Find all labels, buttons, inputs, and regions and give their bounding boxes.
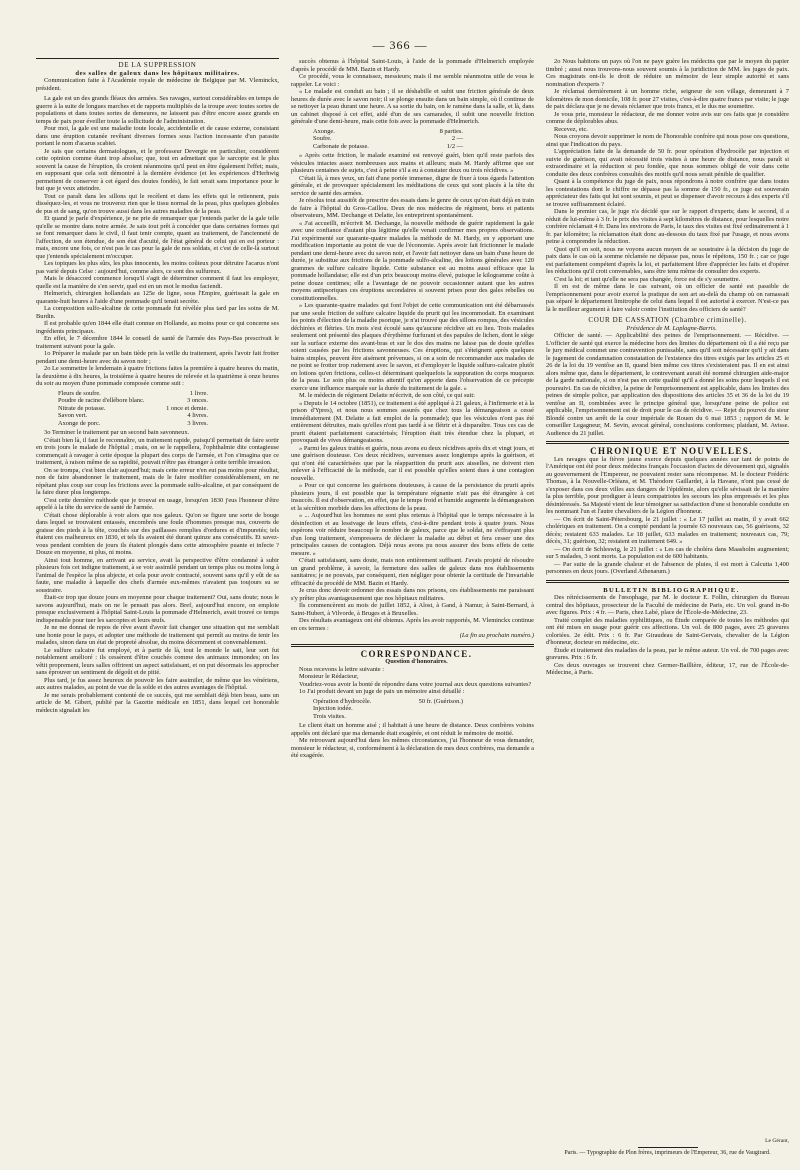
paragraph: » Les quarante-quatre malades qui font l'objet de cette communication ont été débarrassés par une seule friction de sulfure calcaire liquide du prurit qui les incommodait. En examinant les points d'élection de la maladie psorique, je n'ai trouvé que des sillons rompus, des vésicules déchirées et flétries. Un mois s'est écoulé sans qu'aucune récidive ait eu lieu. Trois malades seulement ont présenté des plaques d'érythème furfurant et des papules de lichen, dont le siège sur la surface externe des avant-bras et sur le dos des mains ne laisse pas de doute qu'elles soient causées par les frictions savonneuses. Ces éruptions, qui s'éteignent après quelques bains simples, peuvent être aisément prévenues, si on a soin de recommander aux malades de ne point se frotter trop rudement avec le savon, et d'employer le liquide sulfuro-calcaire plutôt en lotions qu'en frictions, celles-ci déterminant quelquefois la suppuration du corps muqueux de la peau. Le soin plus ou moins attentif qu'on apporte dans l'observation de ce précepte exerce une influence marquée sur la durée du traitement de la gale. » [291, 302, 534, 392]
paragraph: Recevez, etc. [554, 125, 588, 133]
court-presidency: Présidence de M. Laplagne-Barris. [626, 324, 717, 332]
paragraph: La composition sulfo-alcaline de cette pommade fut révélée plus tard par les soins de M. Burdin. [36, 305, 279, 320]
paragraph: Plus tard, je fus assez heureux de pouvoir les faire assimiler, de même que les vénériens, aux autres malades, au point de vue de la solde et des autres avantages de l'hôpital. [36, 676, 279, 691]
paragraph: C'était là, à mes yeux, un fait d'une portée immense, digne de fixer à tous égards l'attention générale, et de provoquer spécialement les méditations de ceux qui sont placés à la tête du service de santé des armées. [291, 174, 534, 197]
paragraph: — Par suite de la grande chaleur et de l'absence de pluies, il est mort à Calcutta 1,400 personnes en deux jours. (Overland Athenæum.) [546, 560, 789, 575]
article-body-1 [36, 95, 279, 388]
paragraph: — On écrit de Schleswig, le 21 juillet : « Les cas de choléra dans Maasholm augmentent; sur 5 malades, 3 sont morts. La population est de 600 habitants. [546, 545, 789, 560]
recipe-quantity: 4 livres. [187, 412, 208, 419]
paragraph: Me retrouvant aujourd'hui dans les mêmes circonstances, j'ai l'honneur de vous demander, monsieur le rédacteur, si, conformément à la déclaration de mes deux confrères, ma demande a été exagérée. [291, 737, 534, 759]
paragraph: C'était satisfaisant, sans doute, mais non entièrement suffisant. J'avais projeté de résoudre un grand problème, à savoir, la fermeture des salles de galeux dans nos établissements sanitaires; je ne pouvais, par conséquent, rien négliger pour obtenir la certitude de l'invariable efficacité du procédé de MM. Bazin et Hardy. [291, 557, 534, 587]
recipe-item: Axonge de porc. [58, 419, 101, 427]
recipe-quantity: 1 livre. [189, 389, 208, 397]
article-body-4 [291, 152, 534, 632]
paragraph: Je ne me donnai de repos de rêve avant d'avoir fait changer une situation qui me semblait une honte pour le pays, et adopter une méthode de traitement qui permît au moins de tenir les malades, sinon dans un état de propreté absolue, du moins décemment et convenablement. [36, 624, 279, 646]
recipe-row [313, 698, 463, 706]
paragraph: L'appréciation faite de la demande de 50 fr. pour opération d'hydrocèle par injection et suivie de guérison, qui avait nécessité trois visites à une heure de distance, nous paraît si extraordinaire et la réduction si peu fondée, que nous sommes obligé de voir dans cette conduite des deux confrères consultés des motifs qu'il nous serait pénible de qualifier. [546, 148, 789, 178]
paragraph: Ce procédé, vous le connaissez, messieurs; mais il me semble néanmoins utile de vous le rappeler. Le voici : [291, 73, 534, 88]
paragraph: Étude et traitement des maladies de la peau, par le même auteur. Un vol. de 700 pages avec gravures. Prix : 6 fr. [546, 646, 789, 661]
court-title: COUR DE CASSATION (Chambre criminelle). [588, 316, 747, 324]
paragraph: Les topiques les plus sûrs, les plus innocents, les moins coûteux pour détruire l'acarus n'ont pas varié depuis Celse : aujourd'hui, comme alors, ce sont des sulfureux. [36, 260, 279, 275]
recipe-quantity: 1/2 — [446, 142, 463, 150]
article-body-3 [291, 58, 534, 126]
recipe-row [58, 390, 208, 398]
paragraph: Je me serais probablement contenté de ce succès, qui me semblait déjà bien beau, sans un article de M. Gibert, publié par la Gazette médicale en 1851, dans lequel cet honorable médecin signalait les [36, 691, 279, 714]
paragraph: Je résolus tout aussitôt de prescrire des essais dans le genre de ceux qu'on était déjà en train de faire à l'hôpital du Gros-Caillou. Deux de nos médecins de régiment, bons et patients observateurs, MM. Dechange et Delatte, les entreprirent spontanément. [291, 197, 534, 219]
correspondence-body-1 [291, 666, 534, 696]
helmerich-recipe [313, 128, 534, 151]
paragraph: Je sais que certains dermatologues, et le professeur Devergie en particulier, considèrent cette opinion comme étant trop absolue; que, tout en admettant que le sarcopte est le plus souvent la cause de l'éruption, ils croient néanmoins qu'il peut en être également l'effet; mais, en supposant que cela soit démontré à la dernière évidence (et les expériences d'Herhwig permettent de conserver à cet égard des doutes fondés), le fait serait sans importance pour le but que je veux atteindre. [36, 147, 279, 192]
recipe-row [58, 420, 208, 428]
recipe-row [313, 713, 463, 721]
paragraph: Quoi qu'il en soit, nous ne voyons aucun moyen de se soustraire à la décision du juge de paix dans le cas où la somme réclamée ne dépasse pas, nous le répétons, 150 fr. ; car ce juge est parfaitement compétent d'après la loi, et parfaitement libre d'apprécier les faits et d'opérer les réductions qu'il croit convenables, sans être tenu même de consulter des experts. [546, 245, 789, 275]
fee-list [313, 698, 534, 721]
bibliography-body [546, 594, 789, 677]
paragraph: On se trompa, c'est bien clair aujourd'hui; mais cette erreur n'en eut pas moins pour résultat, non de faire abandonner le traitement, mais de le faire modifier considérablement, en ne répétant plus coup sur coup les frictions avec la pommade sulfo-alcaline, et par conséquent de la faire durer plus longtemps. [36, 466, 279, 496]
recipe-item: Soufre. [313, 135, 332, 142]
recipe-item: Opération d'hydrocèle. [313, 697, 372, 705]
paragraph: — On écrit de Saint-Pétersbourg, le 21 juillet : « Le 17 juillet au matin, il y avait 662 cholériques en traitement. On a compté pendant la journée 63 nouveaux cas, 56 guérisons, 32 décès; restaient 633 malades. Le 18 juillet, 633 malades en traitement; nouveaux cas, 79; décès, 31; guérison, 32; restaient en traitement 649. » [546, 515, 789, 545]
paragraph: 3o Terminer le traitement par un second bain savonneux. [44, 429, 190, 436]
gerant-label: Le Gérant, [765, 1138, 789, 1144]
paragraph: Ces deux ouvrages se trouvent chez Germer-Baillière, éditeur, 17, rue de l'École-de-Médecine, à Paris. [546, 661, 789, 676]
paragraph: Était-ce trop que douze jours en moyenne pour chaque traitement? Oui, sans doute; nous le savons aujourd'hui, mais on ne le pensait pas alors. Bref, aujourd'hui encore, on emploie presque exclusivement à l'hôpital Saint-Louis la pommade d'Helmerich, avait trouvé ce temps indispensable pour tuer les sarcoptes et leurs œufs. [36, 594, 279, 624]
recipe-item: Trois visites. [313, 712, 346, 720]
court-body [546, 332, 789, 437]
recipe-row [58, 412, 208, 420]
recipe-quantity: 1 once et demie. [166, 404, 208, 412]
recipe-item: Axonge. [313, 127, 335, 135]
recipe-quantity: 2 — [451, 135, 463, 142]
recipe-item: Carbonate de potasse. [313, 142, 369, 150]
paragraph: succès obtenus à l'hôpital Saint-Louis, à l'aide de la pommade d'Helmerich employée d'après le procédé de MM. Bazin et Hardy. [291, 58, 534, 73]
paragraph: Ainsi tout homme, en arrivant au service, avait la perspective d'être condamné à subir plusieurs fois cet indigne traitement, à se voir assimilé pendant un temps plus ou moins long à l'animal de l'espèce la plus abjecte, et cela pour avoir contracté, souvent sans qu'il y eût de sa faute, une maladie à laquelle des chefs d'armée eux-mêmes n'avaient pas toujours su se soustraire. [36, 556, 279, 594]
paragraph: 2o Nous habitons un pays où l'on ne paye guère les médecins que par le moyen du papier timbré ; aussi nous trouvons-nous souvent soumis à la juridiction de MM. les juges de paix. Ces magistrats ont-ils le droit de réduire un mémoire de leur simple autorité et sans nomination d'experts ? [546, 58, 789, 88]
paragraph: Officier de santé. — Applicabilité des peines de l'emprisonnement. — Récidive. — L'officier de santé qui exerce la médecine hors des limites du département où il a été reçu par le jury médical commet une contravention punissable, sans qu'il soit nécessaire qu'il y ait dans le jugement de condamnation constatation de l'existence des titres exigés par les articles 25 et 26 de la loi du 19 ventôse an II, quand bien même ces titres s'existeraient pas. Il en est ainsi alors même que, dans le département, le contrevenant aurait été nommé chirurgien aide-major de la garde nationale, si on n'est pas en cette qualité qu'il a donné les soins pour lesquels il est poursuivi. En cas de récidive, la peine de l'emprisonnement est applicable, dans les limites des peines de simple police, par application des dispositions des articles 35 et 36 de la loi du 19 ventôse an II, combinées avec le principe général que, lorsqu'une peine de police est applicable, l'emprisonnement est de droit pour le cas de récidive. — Rejet du pourvoi du sieur Blondé contre un arrêt de la cour impériale de Rouen du 6 mai 1853 ; rapport de M. le conseiller Legagneur, M. Sevin, avocat général, conclusions conformes; plaidant, M. Avisse. Audience du 21 juillet. [546, 332, 789, 437]
recipe-row [313, 128, 463, 136]
imprint-rule [638, 1147, 698, 1148]
correspondence-subtitle: Question d'honoraires. [385, 658, 448, 665]
column-3 [546, 58, 789, 1158]
paragraph: 1o Préparer le malade par un bain tiède pris la veille du traitement, après l'avoir fait frotter pendant une demi-heure avec du savon noir ; [36, 350, 279, 365]
article-body-2 [36, 429, 279, 714]
recipe-quantity: 8 parties. [439, 127, 463, 135]
paragraph: 2o Le sommettre le lendemain à quatre frictions faites la première à quatre heures du matin, la deuxième à dix heures, la troisième à quatre heures de relevée et la quatrième à onze heures du soir au moyen d'une pommade composée comme suit : [36, 365, 279, 387]
correspondence-title: CORRESPONDANCE. [360, 648, 473, 659]
paragraph: C'était bien là, il faut le reconnaître, un traitement rapide, puisqu'il permettait de faire sortir en trois jours le malade de l'hôpital ; mais, on se le rappellera, l'ophthalmie dite contagieuse commençait à ravager à cette époque la plupart des corps de l'armée, et l'on s'imagina que ce traitement, à raison même de sa rapidité, pouvait n'être pas étranger à cette terrible invasion. [36, 436, 279, 466]
paragraph: Mais le désaccord commence lorsqu'il s'agit de déterminer comment il faut les employer, quelle est la manière de s'en servir, quel est en un mot le modus faciendi. [36, 275, 279, 290]
paragraph: Et quand je parle d'expérience, je ne prie de remarquer que j'entends parler de la gale telle qu'elle se montre dans notre armée. Je sais tout prêt à concéder que dans certaines formes qui se font remarquer dans le civil, il faut tenir compte, quant au traitement, de l'ancienneté de l'affection, de son étendue, de son état d'acuité, de l'état général de celui qui en est porteur : mais, encore une fois, ce n'est pas le cas pour la gale de nos soldats, et c'est de celle-là surtout que j'entends spécialement m'occuper. [36, 215, 279, 260]
article-title: DE LA SUPPRESSION [118, 61, 197, 69]
section-divider [291, 644, 534, 647]
recipe-row [58, 397, 208, 405]
paragraph: « Depuis le 14 octobre (1851), ce traitement a été appliqué à 21 galeux, à l'infirmerie et à la prison d'Ypres), et nous nous sommes assurés que chez tous la démangeaison a cessé immédiatement (M. Delatte a fait emploi de la pommade); que les vésicules n'ont pas été entièrement détruites, mais qu'elles n'ont pas tardé à se flétrir et à disparaître. Tous ces cas de prurit étaient parfaitement caractérisés; l'éruption était très étendue chez la plupart, et provoquait de vives démangeaisons. [291, 399, 534, 444]
paragraph: Pour moi, la gale est une maladie toute locale, accidentelle et de cause externe, consistant dans une éruption cutanée revêtant diverses formes sous l'action incessante d'un parasite portant le nom d'acarus scabiei. [36, 125, 279, 147]
paragraph: Nous recevons la lettre suivante : [299, 665, 385, 673]
paragraph: C'est la loi; et tant qu'elle ne sera pas changée, force est de s'y soumettre. [554, 275, 741, 283]
paragraph: Il est probable qu'en 1844 elle était connue en Hollande, au moins pour ce qui concerne ses ingrédients principaux. [36, 320, 279, 335]
paragraph: « Le malade est conduit au bain ; il se déshabille et subit une friction générale de deux heures de durée avec le savon noir; il se plonge ensuite dans un bain simple, où il continue de se nettoyer la peau durant une heure. A sa sortie du bain, on le ramène dans la salle, et là, dans un cabinet disposé à cet effet, aidé d'un de ses camarades, il subit une nouvelle friction générale d'une demi-heure, mais cette fois avec la pommade d'Helmerich. [291, 88, 534, 125]
recipe-item: Poudre de racine d'ellébore blanc. [58, 397, 145, 404]
recipe-row [58, 405, 208, 413]
paragraph: M. le médecin de régiment Delatte m'écrivit, de son côté, ce qui suit: [299, 392, 475, 399]
paragraph: Il en est de même dans le cas suivant, où un officier de santé est passible de l'emprisonnement pour avoir exercé la pratique de son art au-delà du champ où on ramassait pas séparé le département limitrophe de celui dans lequel il est autorisé à exercer. N'est-ce pas là le meilleur argument à faire valoir contre l'institution des officiers de santé? [546, 283, 789, 313]
paragraph: Les ravages que la fièvre jaune exerce depuis quelques années sur tant de points de l'Amérique ont été pour deux médecins français l'occasion d'actes de dévouement qui, signalés au gouvernement de l'Empereur, ne pouvaient rester sans récompense. M. le docteur Frédéric Thomas, à la Nouvelle-Orléans, et M. Théodore Gaillardet, à la Havane, n'ont pas cessé de s'exposer dans ces deux villes aux dangers de l'épidémie, alors qu'elle sévissait de la manière la plus terrible, pour prodiguer à leurs compatriotes les secours les plus empressés et les plus désintéressés. Sa Majesté vient de leur témoigner sa satisfaction d'une si honorable conduite en les nommant l'un et l'autre chevaliers de la Légion d'honneur. [546, 455, 789, 515]
paragraph: Helmerich, chirurgien hollandais au 125e de ligne, sous l'Empire, guérissait la gale en quarante-huit heures à l'aide d'une pommade qu'il tenait secrète. [36, 290, 279, 305]
paragraph: C'est cette dernière méthode que je trouvai en usage, lorsqu'en 1830 j'eus l'honneur d'être appelé à la tête du service de santé de l'armée. [36, 496, 279, 511]
recipe-item: Injection iodée. [313, 705, 353, 712]
paragraph: Des rétrécissements de l'œsophage, par M. le docteur E. Follin, chirurgien du Bureau central des hôpitaux, prosecteur de la Faculté de médecine de Paris, etc. Un vol. grand in-8o avec figures. Prix : 4 fr. — Paris, chez Labé, place de l'École-de-Médecine, 23. [546, 594, 789, 616]
recipe-quantity: 3 livres. [187, 419, 208, 427]
recipe-quantity: 50 fr. (Guérison.) [418, 697, 463, 705]
article-intro: Communication faite à l'Académie royale de médecine de Belgique par M. Vleminckx, président. [36, 77, 279, 92]
paragraph: Voudriez-vous avoir la bonté de répondre dans votre journal aux deux questions suivantes? [299, 680, 532, 688]
paragraph: Ils commencèrent au mois de juillet 1852, à Alost, à Gand, à Namur, à Saint-Bernard, à Saint-Hubert, à Vilvorde, à Bruges et à Bruxelles. [291, 602, 534, 617]
recipe-item: Fleurs de soufre. [58, 389, 101, 397]
column-2 [291, 58, 534, 1158]
paragraph: Le sulfure calcaire fut employé, et à partir de là, tout le monde le sait, leur sort fut notablement amélioré : ils cessèrent d'être couchés comme des animaux immondes; on les vêtit proprement, leurs salles offrirent un aspect satisfaisant, et on put désormais les approcher sans éprouver un sentiment de dégoût et de pitié. [36, 646, 279, 676]
paragraph: Je vous prie, monsieur le rédacteur, de me donner votre avis sur ces faits que je considère comme de déplorables abus. [546, 110, 789, 125]
recipe-quantity: 3 onces. [187, 397, 208, 404]
paragraph: En effet, le 7 décembre 1844 le conseil de santé de l'armée des Pays-Bas prescrivait le traitement suivant pour la gale. [36, 335, 279, 350]
paragraph: Des résultats avantageux ont été obtenus. Après les avoir rapportés, M. Vleminckx continue en ces termes : [291, 617, 534, 632]
paragraph: » ... Aujourd'hui les hommes ne sont plus retenus à l'hôpital que le temps nécessaire à la désinfection et au lessivage de leurs effets, c'est-à-dire pendant trois à quatre jours. Nous espérons voir réduire beaucoup le nombre de galeux, parce que le soldat, ne s'effrayant plus d'un long traitement, s'empressera de déclarer la maladie au début et fera cesser une des principales causes de contagion. Déjà nous avons pu nous assurer des bons effets de cette mesure. » [291, 512, 534, 557]
paragraph: Nous croyons devoir supprimer le nom de l'honorable confrère qui nous pose ces questions, ainsi que l'indication du pays. [546, 133, 789, 148]
paragraph: Traité complet des maladies syphilitiques, ou Étude comparée de toutes les méthodes qui ont été mises en usage pour guérir ces affections. Un vol. de 800 pages, avec 25 gravures coloriées. 2e édit. Prix : 6 fr. Par Giraudeau de Saint-Gervais, chevalier de la Légion d'honneur, docteur en médecine, etc. [546, 616, 789, 646]
bibliography-title: BULLETIN BIBLIOGRAPHIQUE. [603, 586, 740, 594]
paragraph: Le client était un homme aisé ; il habitait à une heure de distance. Deux confrères voisins appelés ont déclaré que ma demande était exagérée, et ont réduit le mémoire de moitié. [291, 722, 534, 737]
paragraph: Quant à la compétence du juge de paix, nous répondrons à notre confrère que dans toutes les contestations dont le chiffre ne dépasse pas la somme de 150 fr., ce juge est souverain appréciateur des faits qui lui sont soumis, et peut se dispenser d'avoir recours à des experts s'il se trouve suffisamment éclairé. [546, 178, 789, 208]
paragraph: 1o J'ai produit devant un juge de paix un mémoire ainsi détaillé : [299, 688, 465, 695]
column-1 [36, 58, 279, 1158]
top-rule [36, 58, 279, 59]
imprint [546, 1138, 789, 1157]
recipe-item: Savon vert. [58, 412, 88, 419]
news-body [546, 456, 789, 576]
paragraph: Tout ce paraît dans les sillons qui le recèlent et dans les effets qui le retiennent, puis disséquez-les, et vous ne trouverez rien que le tissu normal de la peau, plus quelques globules de pus et de sang, qu'on trouve aussi dans les autres maladies de la peau. [36, 192, 279, 215]
continued-note: (La fin au prochain numéro.) [459, 632, 534, 639]
paragraph: La gale est un des grands fléaux des armées. Ses ravages, surtout considérables en temps de guerre à la suite de longues marches et de rapports multipliés de la troupe avec toutes sortes de populations et dans toutes sortes de demeures, ne laissent pas d'être encore assez grands en temps de paix pour éveiller toute la sollicitude de l'administration. [36, 95, 279, 125]
article-subtitle: des salles de galeux dans les hôpitaux militaires. [75, 69, 240, 77]
correspondence-body-2 [291, 722, 534, 760]
paragraph: Dans le premier cas, le juge n'a décidé que sur le rapport d'experts; dans le second, il a réduit de lui-même à 3 fr. le prix des visites à sept kilomètres de distance, pour lesquelles notre confrère réclamait 4 fr. Dans les environs de Paris, le taux des visites est fixé ordinairement à 1 fr. par kilomètre; la réclamation était donc au-dessous du taux fixé par l'usage, et nous avons peine à comprendre la réduction. [546, 208, 789, 245]
paragraph: C'était chose déplorable à voir alors que nos galeux. Qu'on se figure une sorte de bouge dans lequel se trouvaient entassés, encombrés une foule d'hommes presque nus, couverts de graisse des pieds à la tête, couchés sur des paillasses remplies d'ordures et d'impuretés; tels étaient ces malheureux en 1830, et tels ils avaient été durant quinze ans consécutifs. Et savez-vous pendant combien de jours ils étaient plongés dans cette atmosphère puante et infecte ? Douze en moyenne, ni plus, ni moins. [36, 511, 279, 556]
recipe-row [313, 705, 463, 713]
page-number: — 366 — [372, 38, 428, 52]
paragraph: » Parmi les galeux traités et guéris, nous avons eu deux récidives après dix et vingt jours, et une guérison douteuse. Ces deux récidives, survenues assez longtemps après la guérison, et qui n'ont été caractérisées que par la réapparition du prurit aux aisselles, ne doivent rien enlever à l'efficacité de la méthode, car il est possible qu'elles soient dues à une contagion nouvelle. [291, 444, 534, 482]
news-title: CHRONIQUE ET NOUVELLES. [590, 446, 753, 456]
recipe-item: Nitrate de potasse. [58, 404, 106, 412]
paragraph: » Après cette friction, le malade examiné est renvoyé guéri, bien qu'il reste parfois des vésicules intactes assez nombreuses aux mains et ailleurs; mais M. Hardy affirme que sur plusieurs centaines de sujets, c'est à peine s'il a eu à constater deux ou trois récidives. » [291, 152, 534, 174]
paragraph: Je crus donc devoir ordonner des essais dans nos prisons, ces établissements me paraissant s'y prêter plus avantageusement que nos hôpitaux militaires. [291, 587, 534, 602]
printer-line: Paris. — Typographie de Plon frères, imprimeurs de l'Empereur, 36, rue de Vaugirard. [564, 1150, 771, 1156]
recipe-row [313, 143, 463, 151]
paragraph: « J'ai accueilli, m'écrivit M. Dechange, la nouvelle méthode de guérir rapidement la gale avec une confiance d'autant plus légitime qu'elle venait confirmer mes propres observations. J'ai expérimenté sur quarante-quatre malades la méthode de M. Hardy, en y apportant une modification importante au point de vue de l'économie. Après avoir fait frictionner le malade pendant une demi-heure avec du savon noir, et l'avoir fait nettoyer dans un bain d'une heure de durée, je substitue aux frictions de la pommade sulfo-alcaline, des lotions générales avec 120 grammes de sulfure calcaire liquide. Cette substance est au moins aussi efficace que la pommade hollandaise; elle est d'un prix beaucoup moins élevé, puisque le kilogramme coûte à peine douze centimes; elle a l'avantage de ne pouvoir occasionner autant que les autres moyens antipsoriques ces éruptions secondaires si souvent prises pour des gales rebelles ou constitutionnelles. [291, 219, 534, 302]
section-divider-3 [546, 580, 789, 583]
paragraph: Monsieur le Rédacteur, [299, 673, 359, 680]
recipe-row [313, 135, 463, 143]
section-divider-2 [546, 441, 789, 444]
ointment-recipe [58, 390, 279, 428]
paragraph: » Pour ce qui concerne les guérisons douteuses, à cause de la persistance du prurit après plusieurs jours, il est possible que la température régnante n'ait pas été étrangère à cet insuccès. Il est d'observation, en effet, que le temps froid et humide augmente la démangeaison et la sécrétion morbide dans les affections de la peau. [291, 482, 534, 512]
paragraph: Je réclamai dernièrement à un homme riche, seigneur de son village, demeurant à 7 kilomètres de mon domicile, 108 fr. pour 27 visites, c'est-à-dire quatre francs par visite; le juge de paix déclara que je ne devais réclamer que trois francs, et le dus me soumettre. [546, 88, 789, 110]
correspondence-body-3 [546, 58, 789, 313]
